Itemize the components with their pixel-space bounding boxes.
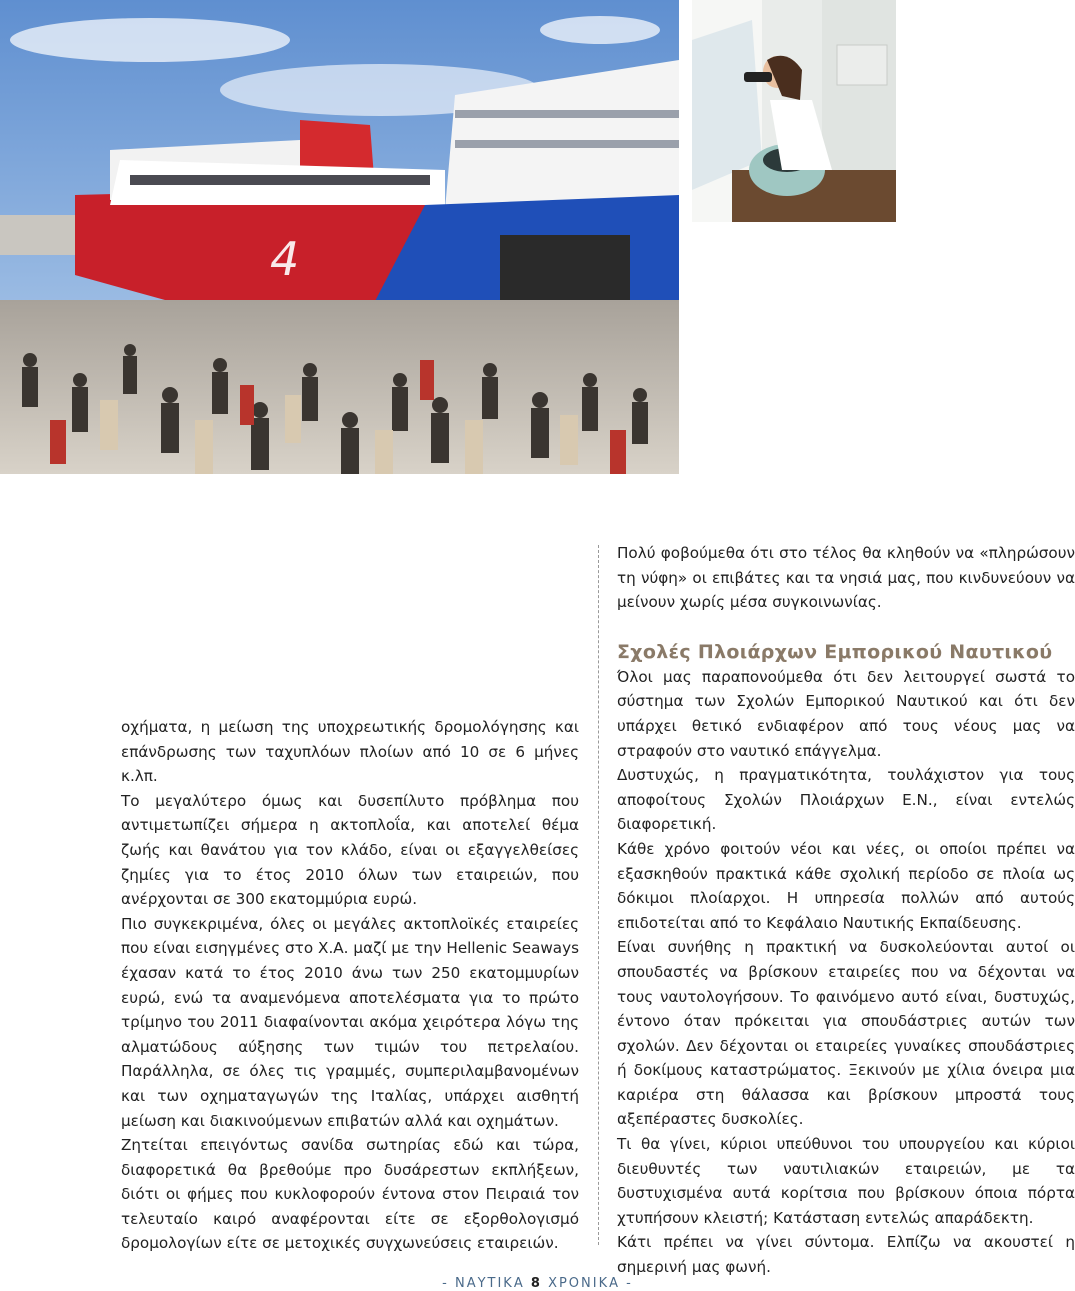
left-text-column <box>121 715 579 1256</box>
ship-bridge-photo <box>692 0 896 222</box>
right-paragraph-1: Όλοι μας παραπονούμεθα ότι δεν λειτουργεί σωστά το σύστημα των Σχολών Εμπορικού Ναυτικού και ότι δεν υπάρχει θετικό ενδιαφέρον από τους νέους μας να στραφούν στο ναυτικό επάγγελμα. <box>617 667 1075 760</box>
page-number: 8 <box>530 1276 542 1291</box>
right-intro-paragraph: Πολύ φοβούμεθα ότι στο τέλος θα κληθούν να «πληρώσουν τη νύφη» οι επιβάτες και τα νησιά μας, που κινδυνεύουν να μείνουν χωρίς μέσα συγκοινωνίας. <box>617 544 1075 612</box>
left-paragraph-4: Ζητείται επειγόντως σανίδα σωτηρίας εδώ και τώρα, διαφορετικά θα βρεθούμε προ δυσάρεστων εκπλήξεων, διότι οι φήμες που κυκλοφορούν έντονα στον Πειραιά τον τελευταίο καιρό αναφέρονται είτε σε εξορθολογισμό δρομολογίων είτε σε μετοχικές συγχωνεύσεις εταιρειών. <box>121 1136 579 1253</box>
column-divider <box>598 545 599 1245</box>
left-paragraph-1: οχήματα, η μείωση της υποχρεωτικής δρομολόγησης και επάνδρωσης των ταχυπλόων πλοίων από 10 σε 6 μήνες κ.λπ. <box>121 718 579 786</box>
footer-dash-right: - <box>626 1276 633 1291</box>
left-paragraph-3: Πιο συγκεκριμένα, όλες οι μεγάλες ακτοπλοϊκές εταιρείες που είναι εισηγμένες στο Χ.Α. μαζί με την Hellenic Seaways έχασαν κατά το έτος 2010 άνω των 250 εκατομμυρίων ευρώ, ενώ τα αναμενόμενα αποτελέσματα για το πρώτο τρίμηνο του 2011 διαφαίνονται ακόμα χειρότερα λόγω της αλματώδους αύξησης των τιμών του πετρελαίου. Παράλληλα, σε όλες τις γραμμές, συμπεριλαμβανομένων και των οχηματαγωγών της Ιταλίας, υπάρχει αισθητή μείωση και διακινούμενων επιβατών αλλά και οχημάτων. <box>121 914 579 1130</box>
right-paragraph-5: Τι θα γίνει, κύριοι υπεύθυνοι του υπουργείου και κύριοι διευθυντές των ναυτιλιακών εταιρειών, με τα δυστυχισμένα αυτά κορίτσια που βρίσκουν όποια πόρτα χτυπήσουν κλειστή; Κατάσταση εντελώς απαράδεκτη. <box>617 1135 1075 1227</box>
page-footer <box>0 1276 1075 1291</box>
footer-publication-left: ΝΑΥΤΙΚΑ <box>454 1276 525 1291</box>
footer-dash-left: - <box>442 1276 449 1291</box>
right-paragraph-2: Δυστυχώς, η πραγματικότητα, τουλάχιστον για τους αποφοίτους Σχολών Πλοιάρχων Ε.Ν., είναι εντελώς διαφορετική. <box>617 766 1075 834</box>
footer-publication-right: ΧΡΟΝΙΚΑ <box>548 1276 621 1291</box>
section-heading: Σχολές Πλοιάρχων Εμπορικού Ναυτικού <box>617 640 1053 663</box>
right-paragraph-4: Είναι συνήθης η πρακτική να δυσκολεύονται αυτοί οι σπουδαστές να βρίσκουν εταιρείες που να δέχονται να τους ναυτολογήσουν. Το φαινόμενο αυτό είναι, δυστυχώς, έντονο όταν πρόκειται για σπουδάστριες αυτών των σχολών. Δεν δέχονται οι εταιρείες γυναίκες σπουδάστριες ή δοκίμους καταστρώματος. Ξεκινούν με χίλια όνειρα μια καριέρα στη θάλασσα και βρίσκουν μπροστά τους αξεπέραστες δυσκολίες. <box>617 938 1075 1129</box>
left-paragraph-2: Το μεγαλύτερο όμως και δυσεπίλυτο πρόβλημα που αντιμετωπίζει σήμερα η ακτοπλοΐα, και αποτελεί θέμα ζωής και θανάτου για τον κλάδο, είναι οι εξαγγελθείσες ζημίες για το έτος 2010 όλων των εταιρειών, που ανέρχονται σε 300 εκατομμύρια ευρώ. <box>121 791 579 909</box>
bridge-illustration <box>692 0 896 222</box>
svg-text:4: 4 <box>270 232 300 286</box>
ferries-illustration <box>0 0 679 474</box>
right-text-column <box>617 541 1075 1280</box>
paragraph-gap <box>617 615 1075 627</box>
ferries-port-photo <box>0 0 679 474</box>
right-paragraph-3: Κάθε χρόνο φοιτούν νέοι και νέες, οι οποίοι πρέπει να εξασκηθούν πρακτικά κάθε σχολική περίοδο σε πλοία ως δόκιμοι πλοίαρχοι. Η υπηρεσία πολλών από αυτούς επιδοτείται από το Κεφάλαιο Ναυτικής Εκπαίδευσης. <box>617 839 1075 932</box>
right-paragraph-6: Κάτι πρέπει να γίνει σύντομα. Ελπίζω να ακουστεί η σημερινή μας φωνή. <box>617 1233 1075 1277</box>
